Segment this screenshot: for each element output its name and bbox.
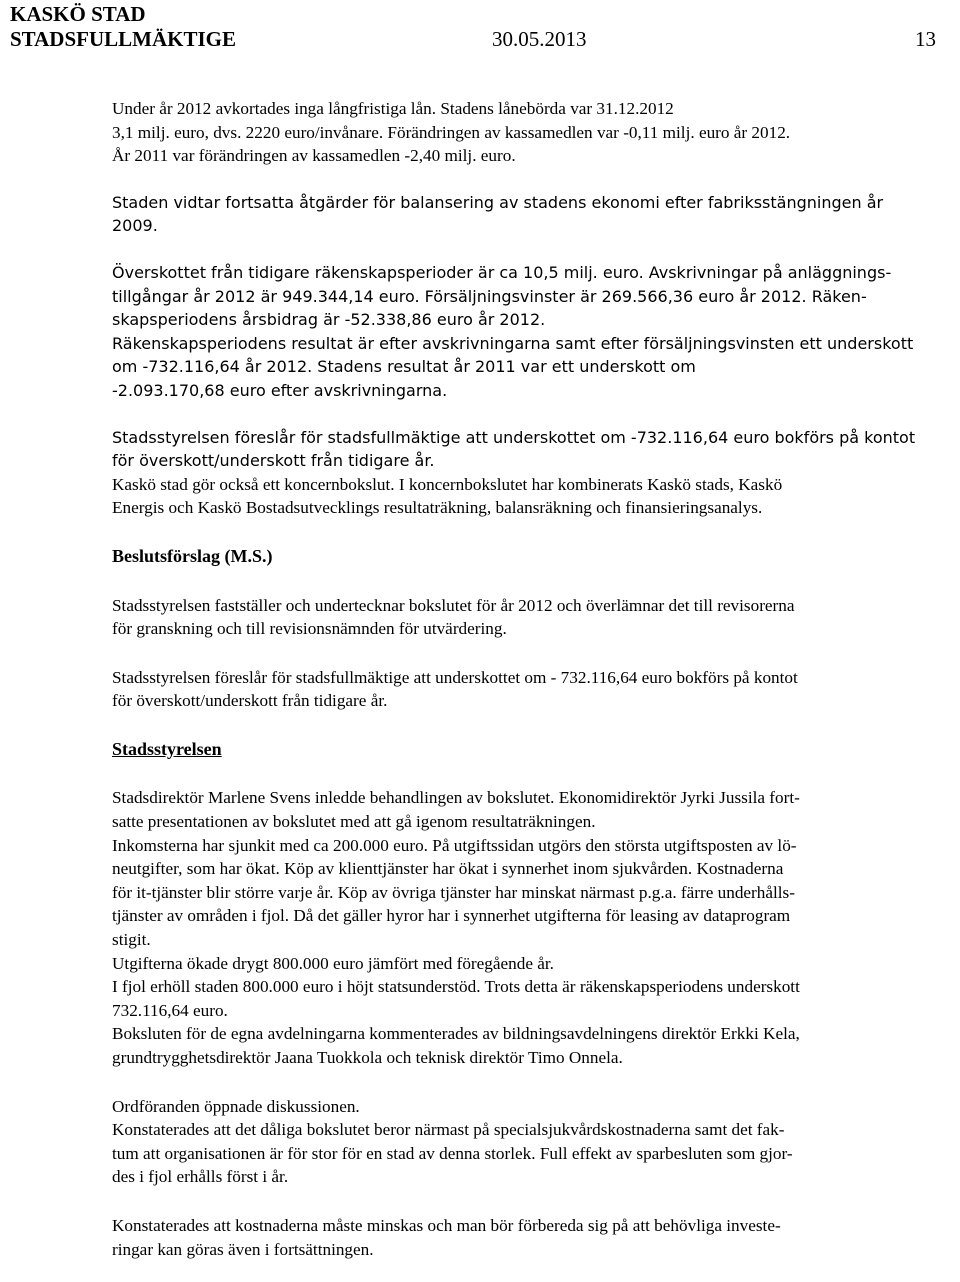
beslut-heading: Beslutsförslag (M.S.) [112, 545, 273, 566]
text-line: ringar kan göras även i fortsättningen. [112, 1239, 374, 1259]
text-line: Stadsstyrelsen föreslår för stadsfullmäktige att underskottet om -732.116,64 euro bokförs på kontot [112, 427, 916, 447]
header-row-2 [10, 27, 950, 52]
text-line: Staden vidtar fortsatta åtgärder för balansering av stadens ekonomi efter fabriksstängningen år [112, 192, 884, 212]
group-accounts-paragraph [112, 473, 952, 520]
text-line: År 2011 var förändringen av kassamedlen -2,40 milj. euro. [112, 146, 516, 166]
text-line: för överskott/underskott från tidigare år. [112, 691, 388, 711]
text-line: Boksluten för de egna avdelningarna kommenterades av bildningsavdelningens direktör Erkki Kela, [112, 1024, 800, 1044]
header-org: KASKÖ STAD [10, 2, 146, 26]
text-line: Överskottet från tidigare räkenskapsperioder är ca 10,5 milj. euro. Avskrivningar på anläggnings- [112, 262, 892, 282]
text-line: för it-tjänster blir större varje år. Köp av övriga tjänster har minskat närmast p.g.a. färre underhålls- [112, 882, 795, 902]
text-line: I fjol erhöll staden 800.000 euro i höjt statsunderstöd. Trots detta är räkenskapsperiodens underskott [112, 977, 800, 997]
text-line: Ordföranden öppnade diskussionen. [112, 1096, 360, 1116]
beslut-paragraph [112, 666, 952, 713]
minutes-paragraph [112, 1214, 952, 1261]
beslut-paragraph [112, 594, 952, 641]
text-line: Konstaterades att det dåliga bokslutet beror närmast på specialsjukvårdskostnaderna samt det fak- [112, 1120, 785, 1140]
text-line: stigit. [112, 930, 151, 950]
text-line: 2009. [112, 216, 158, 236]
text-line: 3,1 milj. euro, dvs. 2220 euro/invånare. Förändringen av kassamedlen var -0,11 milj. euro år 2012. [112, 122, 791, 142]
stadsstyrelsen-heading: Stadsstyrelsen [112, 738, 222, 759]
document-body [112, 97, 952, 1261]
page-number: 13 [915, 27, 936, 51]
text-line: om -732.116,64 år 2012. Stadens resultat år 2011 var ett underskott om [112, 357, 696, 377]
minutes-paragraph [112, 1095, 952, 1189]
text-line: grundtrygghetsdirektör Jaana Tuokkola och teknisk direktör Timo Onnela. [112, 1048, 623, 1067]
text-line: Stadsstyrelsen fastställer och undertecknar bokslutet för år 2012 och överlämnar det till revisorerna [112, 595, 795, 615]
text-line: satte presentationen av bokslutet med att gå igenom resultaträkningen. [112, 812, 596, 832]
balancing-measures-paragraph [112, 191, 952, 238]
text-line: Energis och Kaskö Bostadsutvecklings resultaträkning, balansräkning och finansieringsanalys. [112, 498, 763, 518]
text-line: tum att organisationen är för stor för en stad av denna storlek. Full effekt av sparbesluten som gjor- [112, 1143, 793, 1163]
text-line: neutgifter, som har ökat. Köp av klienttjänster har ökat i synnerhet inom sjukvården. Kostnaderna [112, 859, 784, 879]
text-line: -2.093.170,68 euro efter avskrivningarna. [112, 380, 448, 400]
text-line: Räkenskapsperiodens resultat är efter avskrivningarna samt efter försäljningsvinsten ett underskott [112, 333, 914, 353]
text-line: Inkomsterna har sjunkit med ca 200.000 euro. På utgiftssidan utgörs den största utgiftsposten av lö- [112, 835, 797, 855]
text-line: tjänster av områden i fjol. Då det gäller hyror har i synnerhet utgifterna för leasing av dataprogram [112, 906, 791, 926]
text-line: 732.116,64 euro. [112, 1000, 228, 1020]
proposal-paragraph [112, 426, 952, 473]
header-date: 30.05.2013 [492, 27, 587, 51]
text-line: för överskott/underskott från tidigare år. [112, 451, 435, 471]
financial-summary-paragraph [112, 97, 952, 168]
text-line: för granskning och till revisionsnämnden för utvärdering. [112, 619, 507, 639]
text-line: tillgångar år 2012 är 949.344,14 euro. Försäljningsvinster är 269.566,36 euro år 2012. Räken- [112, 286, 867, 306]
surplus-paragraph [112, 261, 952, 403]
text-line: Utgifterna ökade drygt 800.000 euro jämfört med föregående år. [112, 953, 554, 973]
header-body: STADSFULLMÄKTIGE [10, 27, 236, 51]
page-header [10, 2, 950, 52]
minutes-paragraph [112, 786, 952, 1069]
text-line: skapsperiodens årsbidrag är -52.338,86 euro år 2012. [112, 310, 546, 330]
text-line: Stadsdirektör Marlene Svens inledde behandlingen av bokslutet. Ekonomidirektör Jyrki Jussila fort- [112, 788, 800, 808]
text-line: Konstaterades att kostnaderna måste minskas och man bör förbereda sig på att behövliga investe- [112, 1215, 781, 1235]
text-line: Under år 2012 avkortades inga långfristiga lån. Stadens lånebörda var 31.12.2012 [112, 99, 674, 118]
text-line: Stadsstyrelsen föreslår för stadsfullmäktige att underskottet om - 732.116,64 euro bokförs på kontot [112, 667, 798, 687]
text-line: Kaskö stad gör också ett koncernbokslut. I koncernbokslutet har kombinerats Kaskö stads, Kaskö [112, 474, 783, 494]
text-line: des i fjol erhålls först i år. [112, 1167, 289, 1187]
